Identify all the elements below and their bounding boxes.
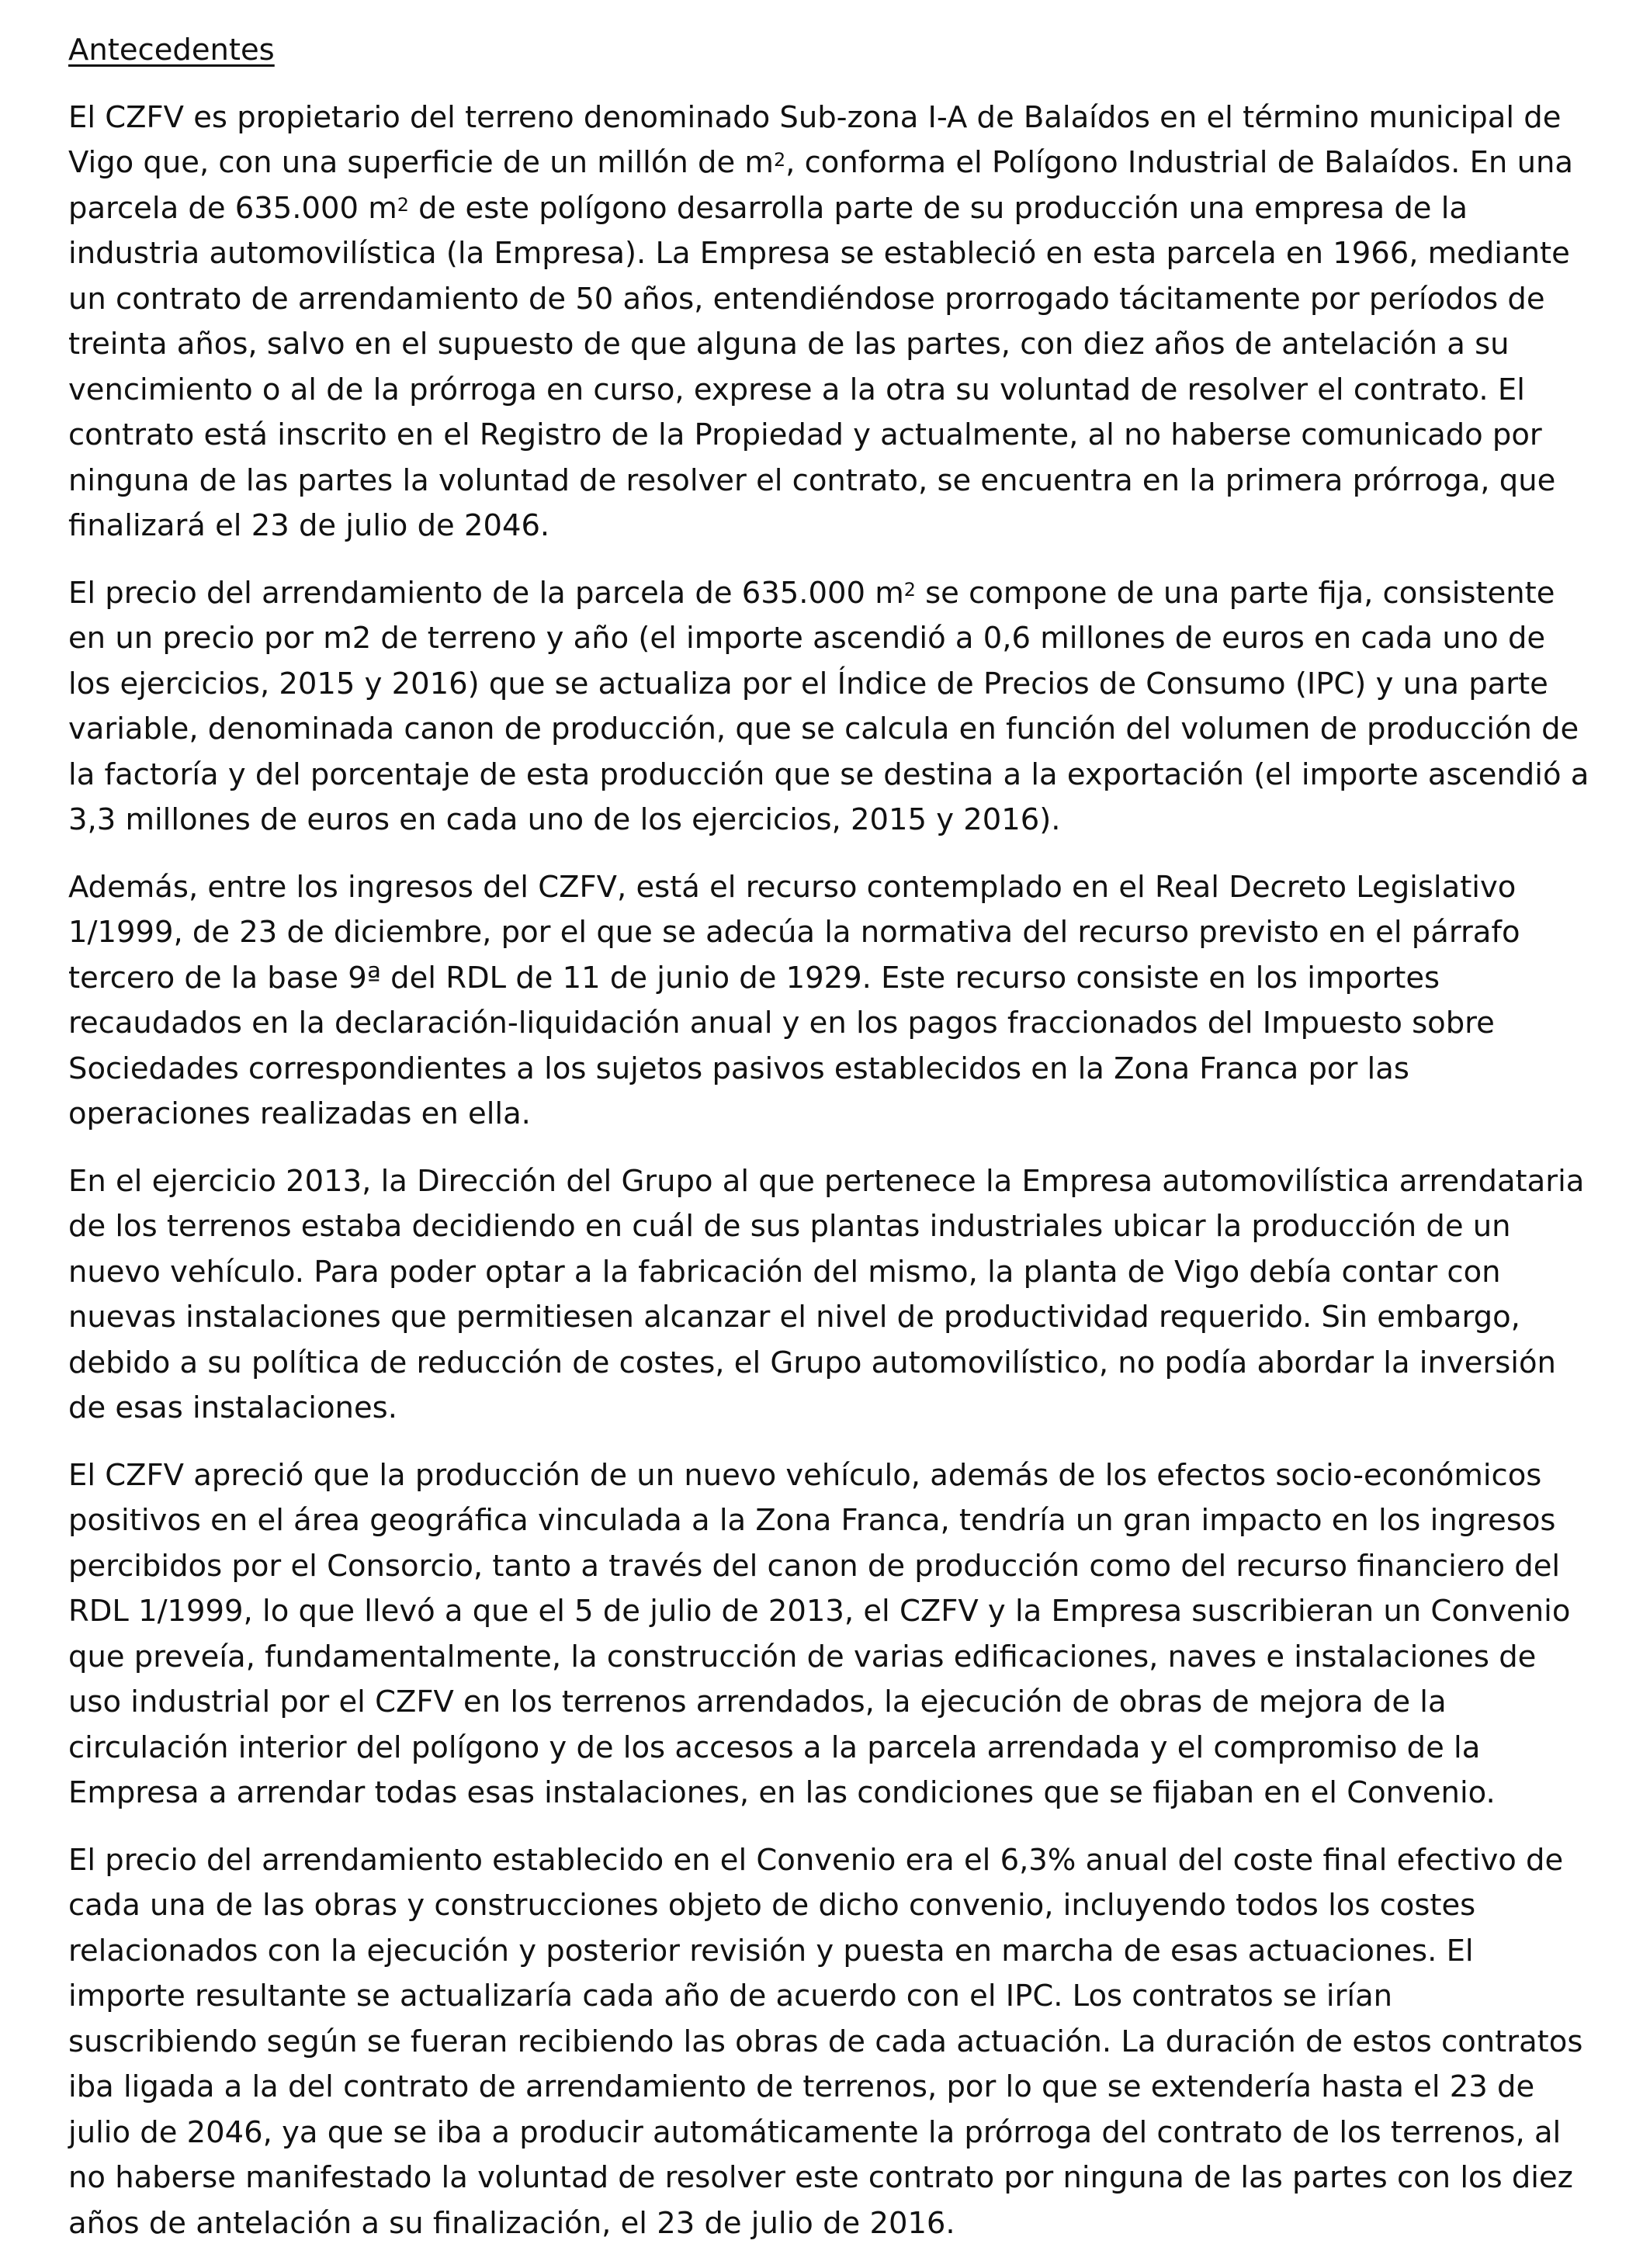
paragraph-3: Además, entre los ingresos del CZFV, está el recurso contemplado en el Real Decreto Legislativo 1/1999, de 23 de diciembre, por el que se adecúa la normativa del recurso previsto en el párrafo tercero de la base 9ª del RDL de 11 de junio de 1929. Este recurso consiste en los importes recaudados en la declaración-liquidación anual y en los pagos fraccionados del Impuesto sobre Sociedades correspondientes a los sujetos pasivos establecidos en la Zona Franca por las operaciones realizadas en ella.: [68, 869, 1520, 1131]
superscript-squared: 2: [903, 579, 916, 601]
superscript-squared: 2: [773, 148, 786, 171]
document-page: [68, 28, 1589, 2268]
paragraph-4: En el ejercicio 2013, la Dirección del Grupo al que pertenece la Empresa automovilística arrendataria de los terrenos estaba decidiendo en cuál de sus plantas industriales ubicar la producción de un nuevo vehículo. Para poder optar a la fabricación del mismo, la planta de Vigo debía contar con nuevas instalaciones que permitiesen alcanzar el nivel de productividad requerido. Sin embargo, debido a su política de reducción de costes, el Grupo automovilístico, no podía abordar la inversión de esas instalaciones.: [68, 1163, 1585, 1425]
paragraph-2-text-b: se compone de una parte fija, consistente en un precio por m2 de terreno y año (el importe ascendió a 0,6 millones de euros en cada uno de los ejercicios, 2015 y 2016) que se actualiza por el Índice de Precios de Consumo (IPC) y una parte variable, denominada canon de producción, que se calcula en función del volumen de producción de la factoría y del porcentaje de esta producción que se destina a la exportación (el importe ascendió a 3,3 millones de euros en cada uno de los ejercicios, 2015 y 2016).: [68, 575, 1589, 837]
paragraph-1: [68, 95, 1589, 549]
paragraph-2-text-a: El precio del arrendamiento de la parcela de 635.000 m: [68, 575, 904, 611]
paragraph-1-text-b: , conforma el Polígono Industrial de Balaídos. En una parcela de 635.000 m: [68, 145, 1573, 226]
paragraph-5: El CZFV apreció que la producción de un nuevo vehículo, además de los efectos socio-económicos positivos en el área geográfica vinculada a la Zona Franca, tendría un gran impacto en los ingresos percibidos por el Consorcio, tanto a través del canon de producción como del recurso financiero del RDL 1/1999, lo que llevó a que el 5 de julio de 2013, el CZFV y la Empresa suscribieran un Convenio que preveía, fundamentalmente, la construcción de varias edificaciones, naves e instalaciones de uso industrial por el CZFV en los terrenos arrendados, la ejecución de obras de mejora de la circulación interior del polígono y de los accesos a la parcela arrendada y el compromiso de la Empresa a arrendar todas esas instalaciones, en las condiciones que se fijaban en el Convenio.: [68, 1457, 1571, 1810]
section-heading: Antecedentes: [68, 33, 275, 68]
superscript-squared: 2: [397, 194, 409, 216]
paragraph-1-text-a: El CZFV es propietario del terreno denominado Sub-zona I-A de Balaídos en el término municipal de Vigo que, con una superficie de un millón de m: [68, 99, 1562, 180]
paragraph-6: El precio del arrendamiento establecido en el Convenio era el 6,3% anual del coste final efectivo de cada una de las obras y construcciones objeto de dicho convenio, incluyendo todos los costes relacionados con la ejecución y posterior revisión y puesta en marcha de esas actuaciones. El importe resultante se actualizaría cada año de acuerdo con el IPC. Los contratos se irían suscribiendo según se fueran recibiendo las obras de cada actuación. La duración de estos contratos iba ligada a la del contrato de arrendamiento de terrenos, por lo que se extendería hasta el 23 de julio de 2046, ya que se iba a producir automáticamente la prórroga del contrato de los terrenos, al no haberse manifestado la voluntad de resolver este contrato por ninguna de las partes con los diez años de antelación a su finalización, el 23 de julio de 2016.: [68, 1842, 1583, 2241]
paragraph-1-text-c: de este polígono desarrolla parte de su producción una empresa de la industria automovilística (la Empresa). La Empresa se estableció en esta parcela en 1966, mediante un contrato de arrendamiento de 50 años, entendiéndose prorrogado tácitamente por períodos de treinta años, salvo en el supuesto de que alguna de las partes, con diez años de antelación a su vencimiento o al de la prórroga en curso, exprese a la otra su voluntad de resolver el contrato. El contrato está inscrito en el Registro de la Propiedad y actualmente, al no haberse comunicado por ninguna de las partes la voluntad de resolver el contrato, se encuentra en la primera prórroga, que finalizará el 23 de julio de 2046.: [68, 190, 1570, 543]
paragraph-2: [68, 571, 1589, 843]
